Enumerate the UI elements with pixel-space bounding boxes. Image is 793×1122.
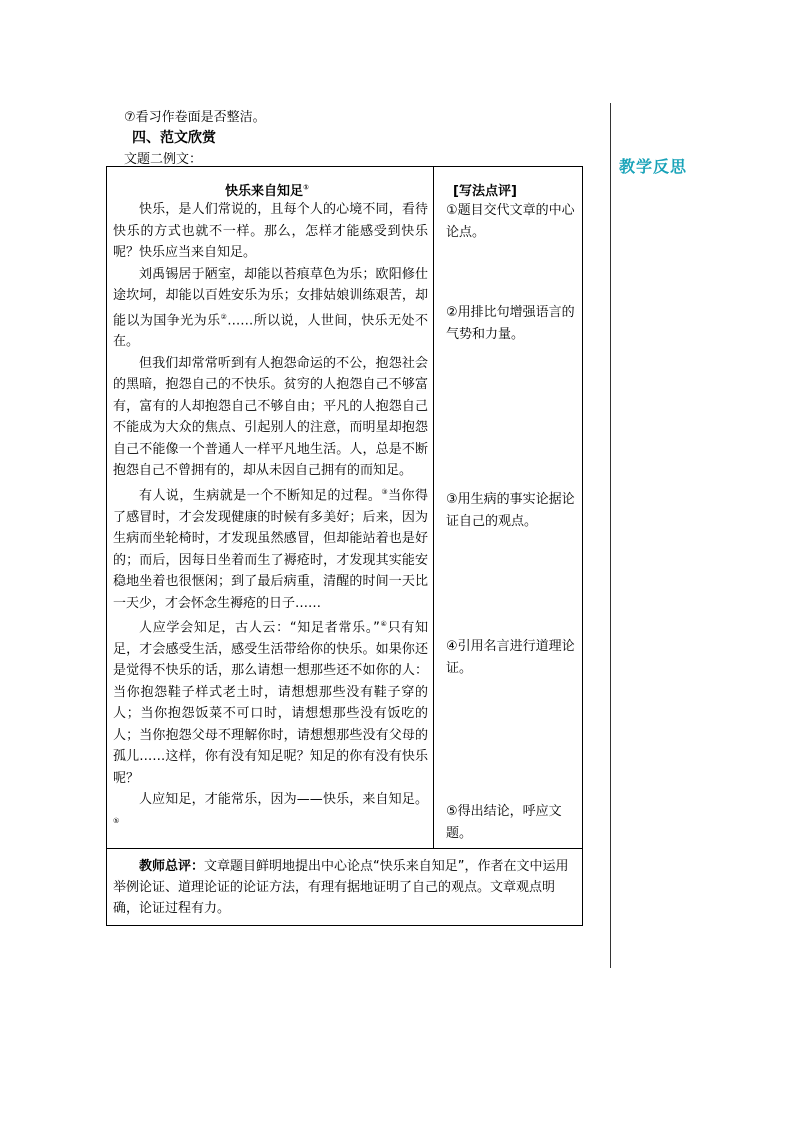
essay-paragraph-5-text: 人应学会知足，古人云：“知足者常乐。” bbox=[139, 620, 380, 636]
essay-paragraph-3: 但我们却常常听到有人抱怨命运的不公，抱怨社会的黑暗，抱怨自己的不快乐。贫穷的人抱怨自己不够富有，富有的人却抱怨自己不够自由；平凡的人抱怨自己不能成为大众的焦点、引起别人的注意，而明星却抱怨自己不能像一个普通人一样平凡地生活。人，总是不断抱怨自己不曾拥有的，却从未因自己拥有的而知足。 bbox=[113, 355, 428, 479]
margin-divider-line bbox=[610, 103, 611, 968]
essay-paragraph-5-text-b: 只有知足，才会感受生活，感受生活带给你的快乐。如果你还是觉得不快乐的话，那么请想一想那些还不如你的人：当你抱怨鞋子样式老土时，请想想那些没有鞋子穿的人；当你抱怨饭菜不可口时，请想想那些没有饭吃的人；当你抱怨父母不理解你时，请想想那些没有父母的孤儿……这样，你有没有知足呢？知足的你有没有快乐呢？ bbox=[113, 620, 428, 786]
comment-3: ③用生病的事实论据论证自己的观点。 bbox=[446, 492, 575, 529]
row-divider bbox=[107, 848, 582, 849]
essay-table bbox=[106, 166, 583, 926]
essay-paragraph-2 bbox=[113, 264, 428, 353]
summary-text: 文章题目鲜明地提出中心论点“快乐来自知足”，作者在文中运用举例论证、道理论证的论证方法，有理有据地证明了自己的观点。文章观点明确，论证过程有力。 bbox=[113, 859, 569, 916]
comment-5: ⑤得出结论，呼应文题。 bbox=[446, 804, 562, 841]
essay-paragraph-2-text-b: ……所以说，人世间，快乐无处不在。 bbox=[113, 312, 428, 350]
essay-paragraph-6 bbox=[113, 789, 428, 835]
footnote-mark: ① bbox=[303, 183, 309, 192]
footnote-mark: ② bbox=[220, 312, 228, 321]
comment-1: ①题目交代文章的中心论点。 bbox=[446, 203, 575, 240]
essay-paragraph-6-text: 人应知足，才能常乐，因为——快乐，来自知足。 bbox=[139, 792, 428, 808]
essay-title-text: 快乐来自知足 bbox=[225, 184, 304, 199]
essay-paragraph-4-text-b: 当你得了感冒时，才会发现健康的时候有多美好；后来，因为生病而坐轮椅时，才发现虽然感冒，但却能站着也是好的；而后，因每日坐着而生了褥疮时，才发现其实能安稳地坐着也很惬闲；到了最后病重，清醒的时间一天比一天少，才会怀念生褥疮的日子…… bbox=[113, 488, 428, 611]
footnote-mark: ③ bbox=[381, 487, 389, 496]
essay-paragraph-4-text: 有人说，生病就是一个不断知足的过程。 bbox=[139, 488, 382, 504]
comment-2: ②用排比句增强语言的气势和力量。 bbox=[446, 305, 575, 342]
teacher-summary bbox=[113, 856, 575, 919]
essay-paragraph-5 bbox=[113, 614, 428, 789]
column-divider bbox=[433, 167, 434, 848]
comment-4: ④引用名言进行道理论证。 bbox=[446, 639, 575, 676]
essay-paragraph-2-text: 刘禹锡居于陋室，却能以苔痕草色为乐；欧阳修仕途坎坷，却能以百姓安乐为乐；女排姑娘训练艰苦，却能以为国争光为乐 bbox=[113, 266, 428, 328]
checklist-item-7: ⑦看习作卷面是否整洁。 bbox=[124, 110, 266, 125]
footnote-mark: ④ bbox=[379, 620, 388, 629]
essay-body bbox=[113, 199, 428, 836]
summary-label: 教师总评： bbox=[139, 859, 205, 874]
essay-paragraph-1: 快乐，是人们常说的，且每个人的心境不同，看待快乐的方式也就不一样。那么，怎样才能感受到快乐呢？快乐应当来自知足。 bbox=[113, 202, 428, 260]
comments-header: [写法点评] bbox=[453, 184, 517, 199]
essay-paragraph-4 bbox=[113, 482, 428, 614]
footnote-mark: ⑤ bbox=[113, 816, 120, 825]
teaching-reflection-heading: 教学反思 bbox=[619, 157, 688, 176]
example-subtitle: 文题二例文： bbox=[124, 152, 203, 167]
section-heading: 四、范文欣赏 bbox=[132, 130, 216, 146]
essay-title bbox=[225, 180, 309, 199]
